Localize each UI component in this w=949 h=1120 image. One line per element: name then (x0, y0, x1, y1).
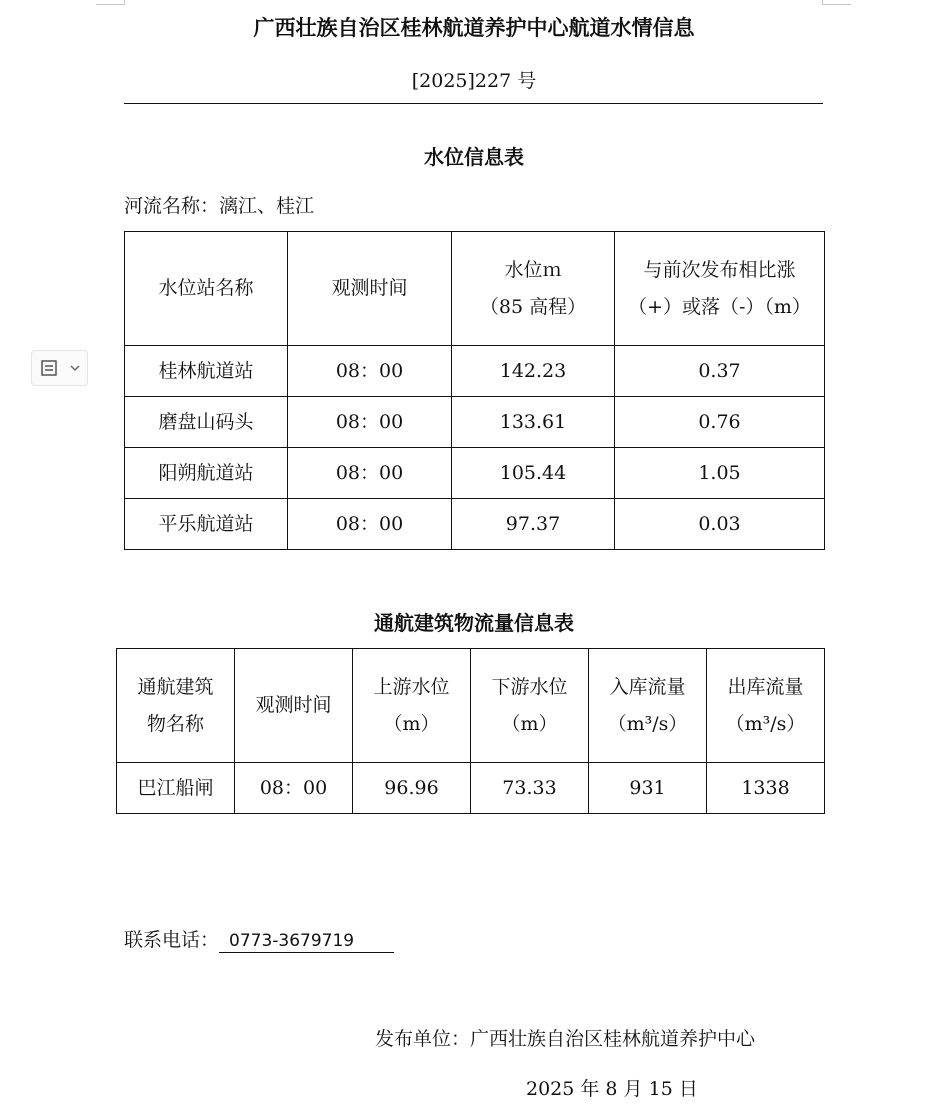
header-upstream (353, 649, 471, 763)
station-name: 桂林航道站 (125, 346, 288, 397)
header-station: 水位站名称 (125, 232, 288, 346)
lock-name: 巴江船闸 (117, 763, 235, 814)
water-level-table-title: 水位信息表 (424, 145, 524, 169)
upstream-level-value: 96.96 (353, 763, 471, 814)
table-header-row (117, 649, 825, 763)
header-change (615, 232, 825, 346)
header-inflow-line1: 入库流量 (609, 675, 686, 698)
lock-flow-table-title: 通航建筑物流量信息表 (374, 611, 574, 635)
water-level-value: 97.37 (452, 499, 615, 550)
table-header-row (125, 232, 825, 346)
observation-time: 08：00 (288, 448, 452, 499)
water-level-value: 133.61 (452, 397, 615, 448)
header-lock-name-line1: 通航建筑 (137, 675, 214, 698)
publisher: 发布单位：广西壮族自治区桂林航道养护中心 (375, 1028, 756, 1050)
header-change-line2: （+）或落（-）（m） (628, 295, 811, 318)
header-change-line1: 与前次发布相比涨 (643, 258, 796, 281)
table-handle[interactable] (31, 350, 88, 386)
table-row (125, 346, 825, 397)
header-inflow (589, 649, 707, 763)
header-upstream-line2: （m） (383, 712, 440, 735)
level-change-value: 0.76 (615, 397, 825, 448)
station-name: 平乐航道站 (125, 499, 288, 550)
document-number: [2025]227 号 (411, 70, 537, 92)
header-downstream-line2: （m） (501, 712, 558, 735)
header-outflow (707, 649, 825, 763)
page-corner-mark-left (96, 0, 125, 5)
header-level-line2: （85 高程） (479, 295, 587, 318)
header-level (452, 232, 615, 346)
water-level-table (124, 231, 825, 550)
table-row (117, 763, 825, 814)
header-lock-name (117, 649, 235, 763)
table-row (125, 499, 825, 550)
header-upstream-line1: 上游水位 (373, 675, 450, 698)
level-change-value: 0.03 (615, 499, 825, 550)
station-name: 阳朔航道站 (125, 448, 288, 499)
observation-time: 08：00 (288, 397, 452, 448)
header-time: 观测时间 (288, 232, 452, 346)
header-lock-name-line2: 物名称 (146, 712, 204, 735)
downstream-level-value: 73.33 (471, 763, 589, 814)
water-level-value: 105.44 (452, 448, 615, 499)
table-handle-icon[interactable] (39, 358, 59, 378)
contact-label: 联系电话： (124, 929, 220, 951)
contact-line (124, 925, 394, 953)
level-change-value: 1.05 (615, 448, 825, 499)
station-name: 磨盘山码头 (125, 397, 288, 448)
water-level-value: 142.23 (452, 346, 615, 397)
observation-time: 08：00 (235, 763, 353, 814)
lock-flow-table (116, 648, 825, 814)
table-row (125, 448, 825, 499)
header-time: 观测时间 (235, 649, 353, 763)
page-corner-mark-right (822, 0, 851, 5)
river-name: 河流名称：漓江、桂江 (124, 195, 315, 217)
table-row (125, 397, 825, 448)
header-downstream (471, 649, 589, 763)
header-downstream-line1: 下游水位 (491, 675, 568, 698)
header-outflow-line1: 出库流量 (727, 675, 804, 698)
header-rule (124, 103, 823, 104)
observation-time: 08：00 (288, 346, 452, 397)
level-change-value: 0.37 (615, 346, 825, 397)
header-inflow-line2: （m³/s） (607, 712, 688, 735)
header-level-line1: 水位ｍ (504, 258, 562, 281)
chevron-down-icon[interactable] (69, 362, 81, 374)
outflow-value: 1338 (707, 763, 825, 814)
publish-date: 2025 年 8 月 15 日 (526, 1078, 698, 1100)
observation-time: 08：00 (288, 499, 452, 550)
contact-phone: 0773-3679719 (219, 931, 394, 953)
header-outflow-line2: （m³/s） (725, 712, 806, 735)
inflow-value: 931 (589, 763, 707, 814)
document-title: 广西壮族自治区桂林航道养护中心航道水情信息 (253, 16, 695, 40)
